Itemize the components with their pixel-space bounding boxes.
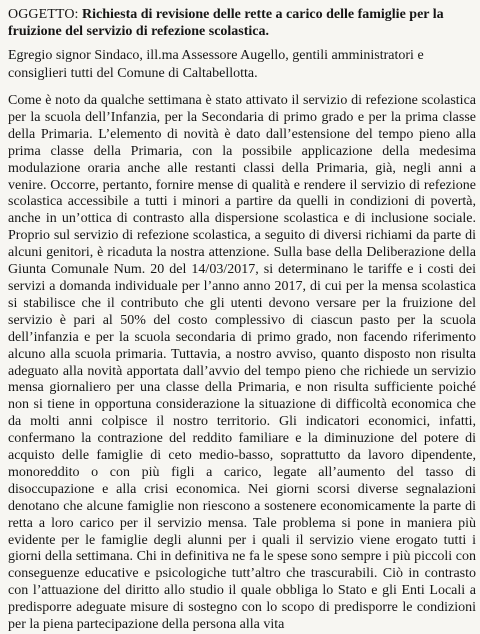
- subject-label: OGGETTO:: [8, 7, 79, 22]
- subject-line: [8, 6, 476, 40]
- greeting: Egregio signor Sindaco, ill.ma Assessore Augello, gentili amministratori e consiglieri tutti del Comune di Caltabellotta.: [8, 48, 424, 81]
- letter-body: Come è noto da qualche settimana è stato attivato il servizio di refezione scolastica per la scuola dell’Infanzia, per la Secondaria di primo grado e per la prima classe della Primaria. L’elemento di novità è dato dall’estensione del tempo pieno alla prima classe della Primaria, con la possibile applicazione della medesima modulazione oraria anche alle restanti classi della Primaria, già, negli anni a venire. Occorre, pertanto, fornire mense di qualità e rendere il servizio di refezione scolastica accessibile a tutti i minori a partire da quelli in condizioni di povertà, anche in un’ottica di contrasto alla dispersione scolastica e di inclusione sociale. Proprio sul servizio di refezione scolastica, a seguito di diversi richiami da parte di alcuni genitori, è ricaduta la nostra attenzione. Sulla base della Deliberazione della Giunta Comunale Num. 20 del 14/03/2017, si determinano le tariffe e i costi dei servizi a domanda individuale per l’anno anno 2017, di cui per la mensa scolastica si stabilisce che il contributo che gli utenti devono versare per la fruizione del servizio è pari al 50% del costo complessivo di ciascun pasto per la scuola dell’infanzia e per la scuola secondaria di primo grado, non facendo riferimento alcuno alla scuola primaria. Tuttavia, a nostro avviso, quanto disposto non risulta adeguato alla novità apportata dall’avvio del tempo pieno che richiede un servizio mensa giornaliero per una classe della Primaria, e non risulta sufficiente poiché non si tiene in opportuna considerazione la situazione di difficoltà economica che da molti anni colpisce il nostro territorio. Gli indicatori economici, infatti, confermano la contrazione del reddito familiare e la diminuzione del potere di acquisto delle famiglie di ceto medio-basso, soprattutto da lavoro dipendente, monoreddito o con più figli a carico, legate all’aumento del tasso di disoccupazione e alla crisi economica. Nei giorni scorsi diverse segnalazioni denotano che alcune famiglie non riescono a sostenere economicamente la parte di retta a loro carico per il servizio mensa. Tale problema si pone in maniera più evidente per le famiglie degli alunni per i quali il servizio viene erogato tutti i giorni della settimana. Chi in definitiva ne fa le spese sono sempre i più piccoli con conseguenze educative e psicologiche tutt’altro che trascurabili. Ciò in contrasto con l’attuazione del diritto allo studio il quale obbliga lo Stato e gli Enti Locali a predisporre adeguate misure di sostegno con lo scopo di predisporre le condizioni per la piena partecipazione della persona alla vita: [8, 93, 476, 633]
- subject-text: Richiesta di revisione delle rette a carico delle famiglie per la fruizione del servizio di refezione scolastica.: [8, 7, 444, 39]
